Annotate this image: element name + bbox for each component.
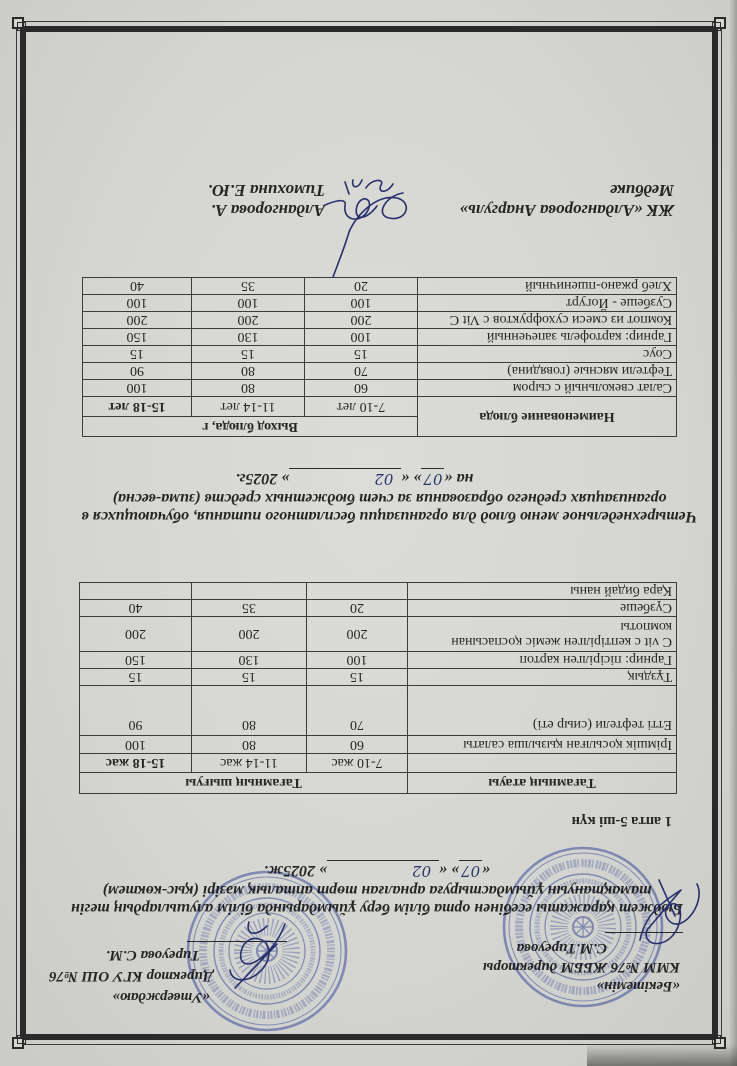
ru-menu-table xyxy=(82,277,677,437)
date-suffix: » 2025ж. xyxy=(263,862,328,879)
date-day-handwritten: 07 xyxy=(423,470,443,488)
ru-table-row xyxy=(83,346,677,363)
portion-15-18-cell: 90 xyxy=(83,363,192,380)
ru-table-row xyxy=(83,329,677,346)
portion-15-18-cell: 200 xyxy=(80,617,192,652)
portion-7-10-cell xyxy=(307,583,408,600)
frame-corner-ornament xyxy=(712,1035,721,1044)
dish-name-cell: Сүзбеше xyxy=(408,600,677,617)
approval-ru-title: «Утверждаю» xyxy=(112,989,210,1005)
date-day-handwritten: 07 xyxy=(461,862,481,880)
supplier-block xyxy=(460,180,674,220)
kz-table-row xyxy=(80,600,677,617)
approval-ru-position: Директор КГУ ОШ №76 xyxy=(49,968,213,984)
date-month-handwritten: 02 xyxy=(327,860,439,881)
date-prefix: « xyxy=(482,862,491,879)
age-15-18-header: 15-18 жас xyxy=(80,754,192,773)
approval-block-kz xyxy=(483,938,680,995)
portion-11-14-cell: 15 xyxy=(192,346,305,363)
ru-table-row xyxy=(83,380,677,397)
dish-name-cell: Гарнир: пісірілген картоп xyxy=(408,652,677,669)
age-11-14-header: 11-14 жас xyxy=(192,754,307,773)
approval-ru-signature-line xyxy=(187,941,287,942)
ru-table-header-row xyxy=(83,417,677,437)
portion-7-10-cell: 60 xyxy=(305,380,418,397)
portion-11-14-cell: 100 xyxy=(192,295,305,312)
dish-name-cell: Гарнир: картофель запеченный xyxy=(418,329,677,346)
portion-7-10-cell: 70 xyxy=(305,363,418,380)
portion-7-10-cell: 100 xyxy=(305,295,418,312)
age-7-10-header: 7-10 жас xyxy=(307,754,408,773)
portion-15-18-cell: 200 xyxy=(83,312,192,329)
portion-7-10-cell: 100 xyxy=(307,652,408,669)
portion-15-18-cell: 40 xyxy=(83,278,192,295)
portion-11-14-cell: 15 xyxy=(192,669,307,686)
dish-name-cell: Сузбеше - Йогурт xyxy=(418,295,677,312)
kz-menu-title xyxy=(47,860,707,917)
ru-table-row xyxy=(83,312,677,329)
ru-table-row xyxy=(83,295,677,312)
portion-7-10-cell: 70 xyxy=(307,686,408,736)
approval-kz-title: «Бекітемін» xyxy=(596,978,680,994)
kz-table-row xyxy=(80,617,677,652)
portion-15-18-cell: 100 xyxy=(83,380,192,397)
dish-name-cell: Етті тефтели (сиыр еті) xyxy=(408,686,677,736)
portion-7-10-cell: 200 xyxy=(305,312,418,329)
portion-11-14-cell: 200 xyxy=(192,312,305,329)
supplier-name: ЖК «Алдангорова Анаргуль» xyxy=(459,201,674,220)
frame-corner-ornament xyxy=(712,22,721,31)
portion-7-10-cell: 20 xyxy=(305,278,418,295)
kz-table-row xyxy=(80,686,677,736)
dish-name-header: Тағамның атауы xyxy=(408,773,677,794)
dish-name-cell: Тефтели мясные (говядина) xyxy=(418,363,677,380)
portion-15-18-cell: 150 xyxy=(80,652,192,669)
approval-kz-signature-line xyxy=(605,932,683,933)
ru-title-line: организациях среднего образования за счет бюджетных средств (зима-весна) xyxy=(112,490,667,507)
photo-edge-shadow xyxy=(729,0,737,1066)
portion-7-10-cell: 100 xyxy=(305,329,418,346)
portion-15-18-cell: 40 xyxy=(80,600,192,617)
ru-menu-title xyxy=(57,468,722,525)
frame-corner-ornament xyxy=(17,1035,26,1044)
portion-15-18-cell: 150 xyxy=(83,329,192,346)
portion-7-10-cell: 60 xyxy=(307,736,408,754)
kz-table-row xyxy=(80,652,677,669)
approval-block-ru xyxy=(49,944,213,1007)
portion-15-18-cell: 90 xyxy=(80,686,192,736)
portion-11-14-cell: 130 xyxy=(192,652,307,669)
dish-name-cell: Хлеб ржано-пшеничный xyxy=(418,278,677,295)
dish-name-header: Наименование блюда xyxy=(418,397,677,437)
ru-table-row xyxy=(83,363,677,380)
portion-11-14-cell: 80 xyxy=(192,380,305,397)
portion-7-10-cell: 15 xyxy=(305,346,418,363)
kz-title-date xyxy=(47,860,707,881)
approval-kz-position: КММ №76 ЖББМ директоры xyxy=(482,959,680,975)
kz-table-row xyxy=(80,583,677,600)
approval-kz-name: С.М.Тиреуова xyxy=(516,940,607,956)
kz-table-header-row xyxy=(80,773,677,794)
ru-title-date xyxy=(57,468,722,489)
portion-7-10-cell: 20 xyxy=(307,600,408,617)
empty-header-cell xyxy=(408,754,677,773)
dish-name-cell: Компот из смеси сухофруктов с Vit C xyxy=(418,312,677,329)
portion-15-18-cell: 100 xyxy=(83,295,192,312)
date-suffix: » 2025г. xyxy=(235,470,290,487)
dish-name-cell: Ірімшік қосылған қызылша салаты xyxy=(408,736,677,754)
age-11-14-header: 11-14 лет xyxy=(192,397,305,417)
dish-name-cell: Тұздық xyxy=(408,669,677,686)
nurse-signatory: Тимохина Е.Ю. xyxy=(207,181,325,200)
date-separator: » « xyxy=(401,470,422,487)
portion-header: Выход блюда, г xyxy=(83,417,418,437)
portion-11-14-cell xyxy=(192,583,307,600)
portion-7-10-cell: 15 xyxy=(307,669,408,686)
supplier-signatory: Алдангорова А. xyxy=(210,201,325,220)
frame-corner-ornament xyxy=(17,22,26,31)
ru-title-line: Четырехнедельное меню блюд для организации бесплатного питания, обучающихся в xyxy=(81,508,698,525)
portion-15-18-cell: 15 xyxy=(80,669,192,686)
kz-title-line: тамақтануын ұйымдастыруға арналған төрт апталық мәзірі (қыс-көктем) xyxy=(102,882,652,899)
kz-table-row xyxy=(80,736,677,754)
kz-table-row xyxy=(80,669,677,686)
portion-11-14-cell: 80 xyxy=(192,686,307,736)
kz-menu-table xyxy=(79,582,677,794)
age-15-18-header: 15-18 лет xyxy=(83,397,192,417)
week-day-label: 1 апта 5-ші күн xyxy=(571,813,672,829)
dish-name-cell: Соус xyxy=(418,346,677,363)
date-prefix: на « xyxy=(444,470,474,487)
portion-7-10-cell: 200 xyxy=(307,617,408,652)
date-month-handwritten: 02 xyxy=(289,468,401,489)
kz-table-age-row xyxy=(80,754,677,773)
portion-15-18-cell xyxy=(80,583,192,600)
portion-15-18-cell: 15 xyxy=(83,346,192,363)
portion-11-14-cell: 200 xyxy=(192,617,307,652)
portion-11-14-cell: 35 xyxy=(192,278,305,295)
age-7-10-header: 7-10 лет xyxy=(305,397,418,417)
date-separator: » « xyxy=(439,862,460,879)
portion-header: Тағамның шығуы xyxy=(80,773,408,794)
dish-name-cell: С vit с кептірілген жеміс қоспасынан компоты xyxy=(408,617,677,652)
dish-name-cell: Қара бидай наны xyxy=(408,583,677,600)
portion-11-14-cell: 130 xyxy=(192,329,305,346)
approval-ru-name: Тиреуова С.М. xyxy=(105,947,200,963)
portion-15-18-cell: 100 xyxy=(80,736,192,754)
portion-11-14-cell: 80 xyxy=(192,363,305,380)
signatory-names xyxy=(208,180,325,220)
ru-table-row xyxy=(83,278,677,295)
kz-title-line: Бюджет қаражаты есебінен орта білім беру ұйымдарында білім алушылардың тегін xyxy=(71,900,683,917)
dish-name-cell: Салат свекольный с сыром xyxy=(418,380,677,397)
nurse-role: Медбике xyxy=(609,181,674,200)
portion-11-14-cell: 35 xyxy=(192,600,307,617)
portion-11-14-cell: 80 xyxy=(192,736,307,754)
